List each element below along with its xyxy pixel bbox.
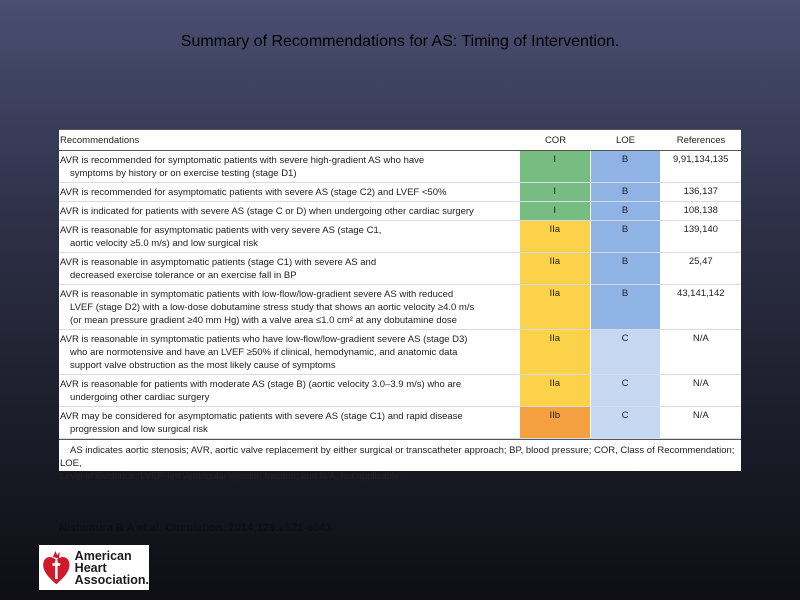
loe-cell: C <box>590 375 660 407</box>
recommendations-table-figure <box>59 129 741 482</box>
recommendation-text-line: AVR is reasonable in asymptomatic patients (stage C1) with severe AS and <box>60 257 377 268</box>
recommendation-text-line: AVR is recommended for asymptomatic patients with severe AS (stage C2) and LVEF <50% <box>60 187 447 198</box>
recommendation-cell <box>59 375 520 407</box>
logo-wordmark <box>75 550 149 586</box>
references-cell: 43,141,142 <box>660 285 741 330</box>
table-row <box>59 202 741 221</box>
recommendation-text-line: LVEF (stage D2) with a low-dose dobutamine stress study that shows an aortic velocity ≥4.0 m/s <box>70 302 475 313</box>
cor-cell: I <box>520 202 590 221</box>
recommendation-text-line: support valve obstruction as the most likely cause of symptoms <box>70 360 336 371</box>
loe-cell: B <box>590 221 660 253</box>
references-cell: 108,138 <box>660 202 741 221</box>
loe-cell: B <box>590 183 660 202</box>
recommendation-cell <box>59 151 520 183</box>
table-row <box>59 330 741 375</box>
recommendation-text-line: AVR is indicated for patients with severe AS (stage C or D) when undergoing other cardiac surgery <box>60 206 474 217</box>
slide-title: Summary of Recommendations for AS: Timing of Intervention. <box>180 33 620 50</box>
recommendation-text-line: AVR is reasonable in symptomatic patients with low-flow/low-gradient severe AS with reduced <box>60 289 454 300</box>
table-row <box>59 183 741 202</box>
references-cell: 25,47 <box>660 253 741 285</box>
cor-cell: I <box>520 183 590 202</box>
cor-cell: IIb <box>520 407 590 439</box>
loe-cell: C <box>590 407 660 439</box>
recommendation-text-line: (or mean pressure gradient ≥40 mm Hg) with a valve area ≤1.0 cm² at any dobutamine dose <box>70 315 457 326</box>
references-cell: N/A <box>660 330 741 375</box>
loe-cell: B <box>590 151 660 183</box>
recommendation-text-line: progression and low surgical risk <box>70 424 208 435</box>
recommendation-text-line: symptoms by history or on exercise testing (stage D1) <box>70 168 297 179</box>
references-cell: 139,140 <box>660 221 741 253</box>
references-cell: N/A <box>660 407 741 439</box>
heart-torch-icon <box>41 547 72 589</box>
aha-logo <box>39 545 149 590</box>
header-recommendations: Recommendations <box>59 130 520 151</box>
recommendation-text-line: AVR is reasonable in symptomatic patients who have low-flow/low-gradient severe AS (stage D3) <box>60 334 468 345</box>
references-cell: 9,91,134,135 <box>660 151 741 183</box>
recommendation-cell <box>59 202 520 221</box>
header-loe: LOE <box>590 130 660 151</box>
citation: Nishimura R A et al. Circulation. 2014;129:e521-e643 <box>59 522 332 534</box>
loe-cell: B <box>590 202 660 221</box>
table-footnote <box>59 439 741 483</box>
cor-cell: IIa <box>520 375 590 407</box>
footnote-line-2: Level of Evidence; LVEF, left ventricular ejection fraction; and N/A, not applicable. <box>60 471 403 482</box>
recommendation-cell <box>59 330 520 375</box>
recommendations-table <box>59 129 741 439</box>
header-references: References <box>660 130 741 151</box>
cor-cell: IIa <box>520 253 590 285</box>
loe-cell: B <box>590 285 660 330</box>
footnote-line-1: AS indicates aortic stenosis; AVR, aortic valve replacement by either surgical or transcatheter approach; BP, blood pressure; COR, Class of Recommendation; LOE, <box>60 445 735 469</box>
table-row <box>59 221 741 253</box>
references-cell: 136,137 <box>660 183 741 202</box>
recommendation-text-line: AVR is recommended for symptomatic patients with severe high-gradient AS who have <box>60 155 425 166</box>
recommendation-text-line: aortic velocity ≥5.0 m/s) and low surgical risk <box>70 238 258 249</box>
table-body <box>59 151 741 439</box>
table-row <box>59 151 741 183</box>
loe-cell: B <box>590 253 660 285</box>
table-header-row <box>59 130 741 151</box>
table-row <box>59 253 741 285</box>
recommendation-cell <box>59 183 520 202</box>
cor-cell: IIa <box>520 221 590 253</box>
recommendation-text-line: undergoing other cardiac surgery <box>70 392 210 403</box>
logo-text-line-3: Association. <box>74 572 149 587</box>
logo-text-line-2: Heart <box>74 560 107 575</box>
cor-cell: IIa <box>520 330 590 375</box>
recommendation-cell <box>59 221 520 253</box>
table-row <box>59 285 741 330</box>
recommendation-text-line: AVR is reasonable for patients with moderate AS (stage B) (aortic velocity 3.0–3.9 m/s) who are <box>60 379 462 390</box>
recommendation-text-line: AVR is reasonable for asymptomatic patients with very severe AS (stage C1, <box>60 225 382 236</box>
recommendation-cell <box>59 253 520 285</box>
loe-cell: C <box>590 330 660 375</box>
recommendation-cell <box>59 407 520 439</box>
cor-cell: I <box>520 151 590 183</box>
table-row <box>59 407 741 439</box>
recommendation-text-line: who are normotensive and have an LVEF ≥50% if clinical, hemodynamic, and anatomic data <box>70 347 458 358</box>
references-cell: N/A <box>660 375 741 407</box>
recommendation-text-line: AVR may be considered for asymptomatic patients with severe AS (stage C1) and rapid disease <box>60 411 463 422</box>
cor-cell: IIa <box>520 285 590 330</box>
recommendation-text-line: decreased exercise tolerance or an exercise fall in BP <box>70 270 297 281</box>
recommendation-cell <box>59 285 520 330</box>
table-row <box>59 375 741 407</box>
logo-text-line-1: American <box>74 548 132 563</box>
header-cor: COR <box>520 130 590 151</box>
